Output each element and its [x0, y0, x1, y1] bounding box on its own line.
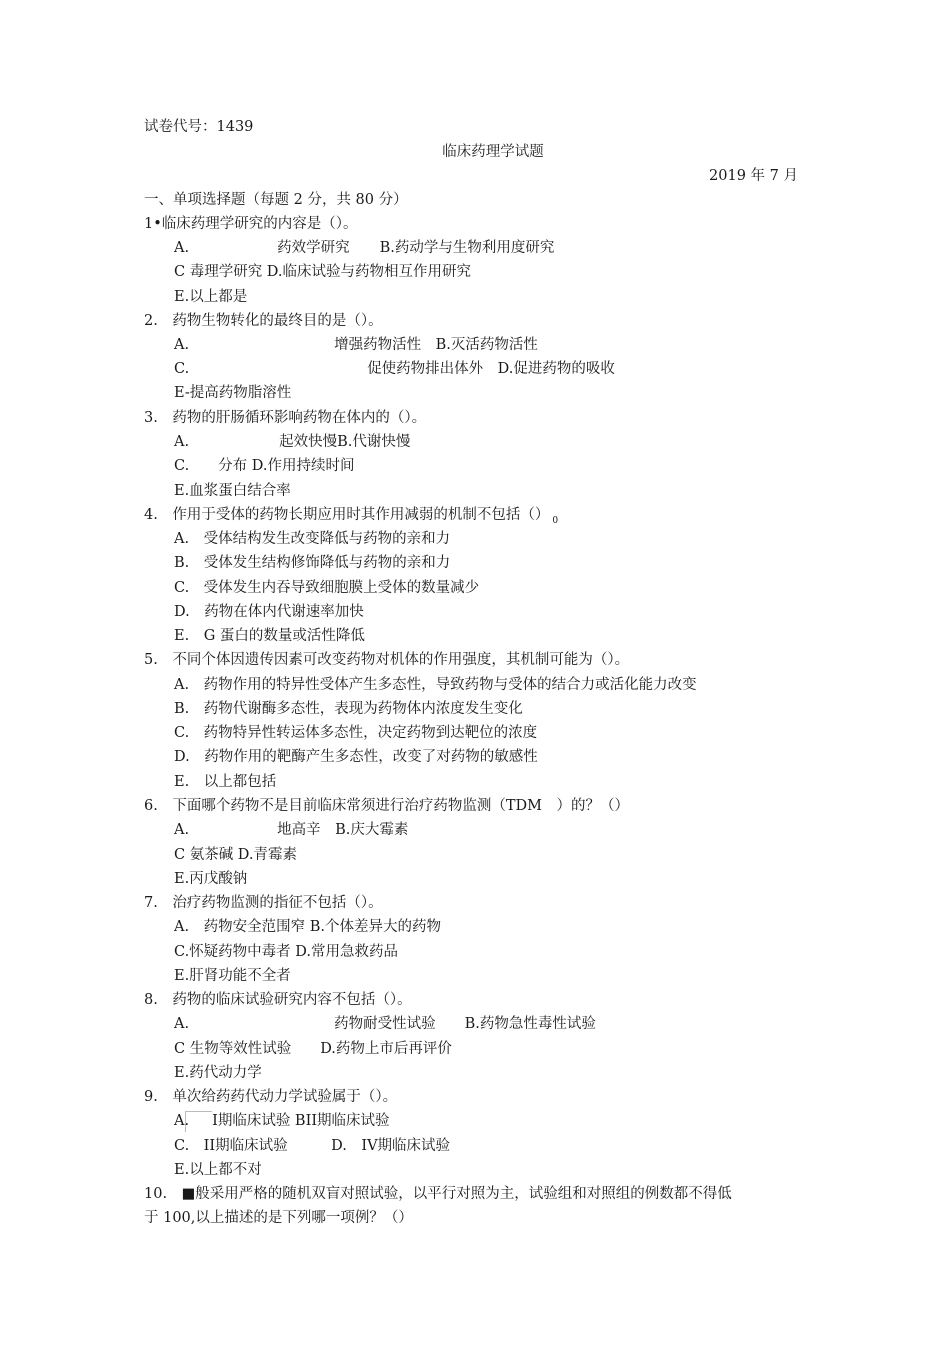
option-label: A. [174, 1113, 190, 1129]
option-text: 药物耐受性试验 B.药物急性毒性试验 [334, 1016, 596, 1032]
option-line: E.肝肾功能不全者 [174, 968, 291, 984]
option-line: E. G 蛋白的数量或活性降低 [174, 628, 365, 644]
option-line: A. 药物作用的特异性受体产生多态性，导致药物与受体的结合力或活化能力改变 [174, 677, 697, 693]
option-line: D. 药物在体内代谢速率加快 [174, 604, 364, 620]
option-line: E.药代动力学 [174, 1065, 262, 1081]
option-text: 增强药物活性 B.灭活药物活性 [334, 337, 538, 353]
option-line: A. 受体结构发生改变降低与药物的亲和力 [174, 531, 451, 547]
option-line [174, 335, 538, 355]
option-line [174, 238, 554, 258]
option-text: 地高辛 B.庆大霉素 [277, 822, 409, 838]
question-stem: 1•临床药理学研究的内容是（）。 [144, 216, 358, 232]
question-stem-continued: 于 100,以上描述的是下列哪一项例？（） [144, 1210, 413, 1226]
exam-title: 临床药理学试题 [442, 144, 544, 160]
option-text: 起效快慢B.代谢快慢 [279, 434, 411, 450]
option-text: I期临床试验 BII期临床试验 [212, 1113, 390, 1129]
option-line [174, 432, 410, 452]
exam-code: 试卷代号：1439 [144, 119, 254, 135]
option-line [174, 1111, 390, 1132]
option-line [174, 820, 408, 840]
option-text: 药效学研究 [277, 240, 350, 256]
option-line: E.血浆蛋白结合率 [174, 483, 291, 499]
option-line: C.怀疑药物中毒者 D.常用急救药品 [174, 944, 399, 960]
option-label: A. [174, 337, 190, 353]
option-line: C 生物等效性试验 D.药物上市后再评价 [174, 1041, 452, 1057]
option-line [174, 359, 615, 379]
option-line: E.以上都不对 [174, 1162, 262, 1178]
option-line: E.以上都是 [174, 289, 248, 305]
option-line: C. 药物特异性转运体多态性，决定药物到达靶位的浓度 [174, 725, 538, 741]
option-line: C. 受体发生内吞导致细胞膜上受体的数量减少 [174, 580, 480, 596]
option-line: B. 药物代谢酶多态性，表现为药物体内浓度发生变化 [174, 701, 523, 717]
question-stem: 6. 下面哪个药物不是目前临床常须进行治疗药物监测（TDM ）的？（） [144, 798, 629, 814]
exam-date: 2019 年 7 月 [709, 168, 798, 184]
option-line: C. II期临床试验 D. IV期临床试验 [174, 1138, 451, 1154]
option-line: D. 药物作用的靶酶产生多态性，改变了对药物的敏感性 [174, 749, 538, 765]
option-line: B. 受体发生结构修饰降低与药物的亲和力 [174, 555, 451, 571]
option-text: B.药动学与生物利用度研究 [379, 240, 555, 256]
option-line: E.丙戊酸钠 [174, 871, 248, 887]
scan-box-mark [185, 1111, 212, 1132]
option-label: A. [174, 434, 190, 450]
question-stem: 8. 药物的临床试验研究内容不包括（）。 [144, 992, 412, 1008]
option-text: 促使药物排出体外 D.促进药物的吸收 [367, 361, 615, 377]
option-line [174, 1014, 596, 1034]
option-label: A. [174, 240, 190, 256]
question-stem: 5. 不同个体因遗传因素可改变药物对机体的作用强度，其机制可能为（）。 [144, 652, 630, 668]
question-stem: 9. 单次给药药代动力学试验属于（）。 [144, 1089, 398, 1105]
question-stem: 3. 药物的肝肠循环影响药物在体内的（）。 [144, 410, 427, 426]
option-line: A. 药物安全范围窄 B.个体差异大的药物 [174, 919, 441, 935]
option-line: E. 以上都包括 [174, 774, 277, 790]
section-heading: 一、单项选择题（每题 2 分，共 80 分） [144, 192, 408, 208]
option-label: C. [174, 361, 190, 377]
question-stem: 10. ■般采用严格的随机双盲对照试验，以平行对照为主，试验组和对照组的例数都不得低 [144, 1186, 732, 1202]
option-label: A. [174, 1016, 190, 1032]
option-line: C 毒理学研究 D.临床试验与药物相互作用研究 [174, 264, 472, 280]
option-label: A. [174, 822, 190, 838]
option-line: C. 分布 D.作用持续时间 [174, 458, 355, 474]
question-stem: 7. 治疗药物监测的指征不包括（）。 [144, 895, 383, 911]
question-stem: 2. 药物生物转化的最终目的是（）。 [144, 313, 383, 329]
option-line: C 氨茶碱 D.青霉素 [174, 847, 298, 863]
option-line: E-提高药物脂溶性 [174, 385, 292, 401]
stray-mark: 0 [552, 516, 559, 526]
question-stem: 4. 作用于受体的药物长期应用时其作用减弱的机制不包括（） $_0$ [144, 507, 559, 526]
